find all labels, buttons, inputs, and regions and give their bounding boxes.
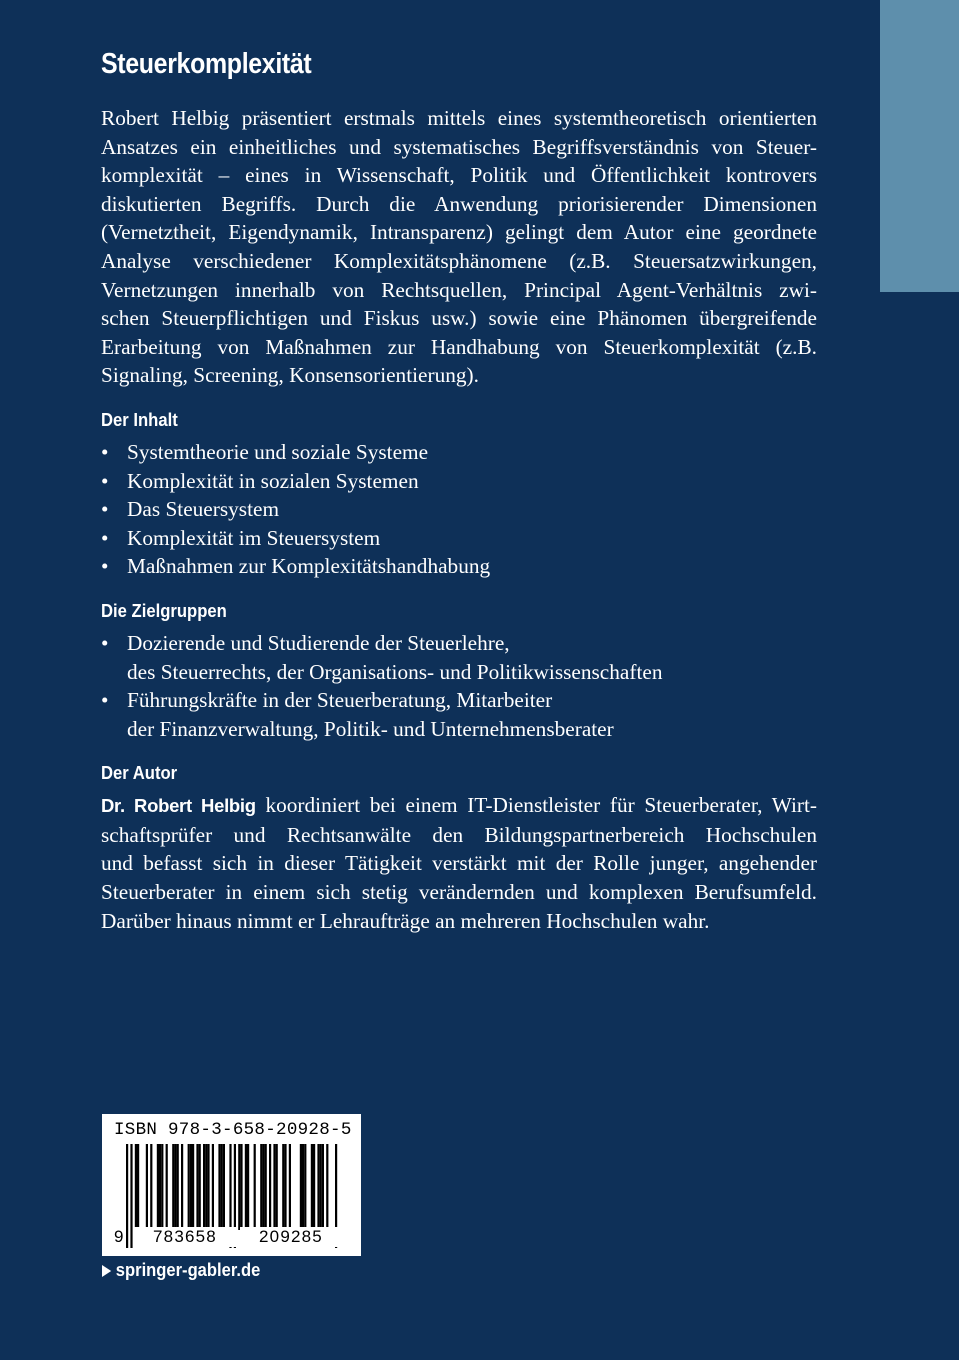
intro-line: Ansatzes ein einheitliches und systematisches Begriffsverständnis von Steuer- <box>101 134 817 159</box>
list-item: • Maßnahmen zur Komplexitätshandhabung <box>101 552 817 581</box>
section-heading-zielgruppen: Die Zielgruppen <box>101 599 227 621</box>
intro-line: schen Steuerpflichtigen und Fiskus usw.) sowie eine Phänomen übergreifende <box>101 306 817 331</box>
book-title: Steuerkomplexität <box>101 48 312 80</box>
author-paragraph <box>101 791 817 935</box>
list-item: • Komplexität im Steuersystem <box>101 524 817 553</box>
list-item: • Komplexität in sozialen Systemen <box>101 467 817 496</box>
section-heading-inhalt: Der Inhalt <box>101 408 178 430</box>
author-line <box>101 791 817 821</box>
isbn-barcode <box>102 1114 361 1256</box>
publisher-link[interactable] <box>102 1260 260 1281</box>
list-item: • Das Steuersystem <box>101 495 817 524</box>
ean-left-digits: 783658 <box>134 1227 236 1247</box>
intro-line: (Vernetztheit, Eigendynamik, Intransparenz) gelingt dem Autor eine geordnete <box>101 220 817 245</box>
color-accent-tab <box>880 0 959 292</box>
intro-paragraph <box>101 104 817 390</box>
intro-line: Vernetzungen innerhalb von Rechtsquellen, Principal Agent-Verhältnis zwi- <box>101 277 817 302</box>
inhalt-list <box>101 438 817 581</box>
ean-right-digits: 209285 <box>240 1227 342 1247</box>
author-line: Steuerberater in einem sich stetig verändernden und komplexen Berufsumfeld. <box>101 880 817 905</box>
play-arrow-icon <box>102 1265 111 1277</box>
list-item: • Systemtheorie und soziale Systeme <box>101 438 817 467</box>
list-item-line: des Steuerrechts, der Organisations- und Politikwissenschaften <box>127 659 663 684</box>
intro-line: Erarbeitung von Maßnahmen zur Handhabung von Steuerkomplexität (z.B. <box>101 334 817 359</box>
ean-first-digit: 9 <box>114 1227 124 1246</box>
intro-line: Robert Helbig präsentiert erstmals mittels eines systemtheoretisch orientierten <box>101 106 817 130</box>
list-item-line: der Finanzverwaltung, Politik- und Unternehmensberater <box>127 716 614 741</box>
list-item-line: • Führungskräfte in der Steuerberatung, Mitarbeiter <box>127 688 553 713</box>
zielgruppen-list <box>101 629 817 743</box>
isbn-text: ISBN 978-3-658-20928-5 <box>114 1120 352 1140</box>
list-item <box>101 629 817 686</box>
author-line: Darüber hinaus nimmt er Lehraufträge an mehreren Hochschulen wahr. <box>101 908 710 933</box>
section-heading-autor: Der Autor <box>101 762 178 784</box>
intro-line: Analyse verschiedener Komplexitätsphänomene (z.B. Steuersatzwirkungen, <box>101 248 817 273</box>
author-line: schaftsprüfer und Rechtsanwälte den Bildungspartnerbereich Hochschulen <box>101 822 817 847</box>
back-cover-content <box>101 40 817 935</box>
intro-line: komplexität – eines in Wissenschaft, Politik und Öffentlichkeit kontrovers <box>101 163 817 188</box>
intro-line: Signaling, Screening, Konsensorientierung). <box>101 363 479 388</box>
list-item-line: • Dozierende und Studierende der Steuerlehre, <box>127 630 510 655</box>
author-line-rest: koordiniert bei einem IT-Dienstleister für Steuerberater, Wirt- <box>255 793 818 818</box>
intro-line: diskutierten Begriffs. Durch die Anwendung priorisierender Dimensionen <box>101 191 817 216</box>
author-name: Dr. Robert Helbig <box>101 795 256 817</box>
publisher-link-text: springer-gabler.de <box>115 1260 261 1280</box>
author-line: und befasst sich in dieser Tätigkeit verstärkt mit der Rolle junger, angehender <box>101 851 817 876</box>
list-item <box>101 686 817 743</box>
